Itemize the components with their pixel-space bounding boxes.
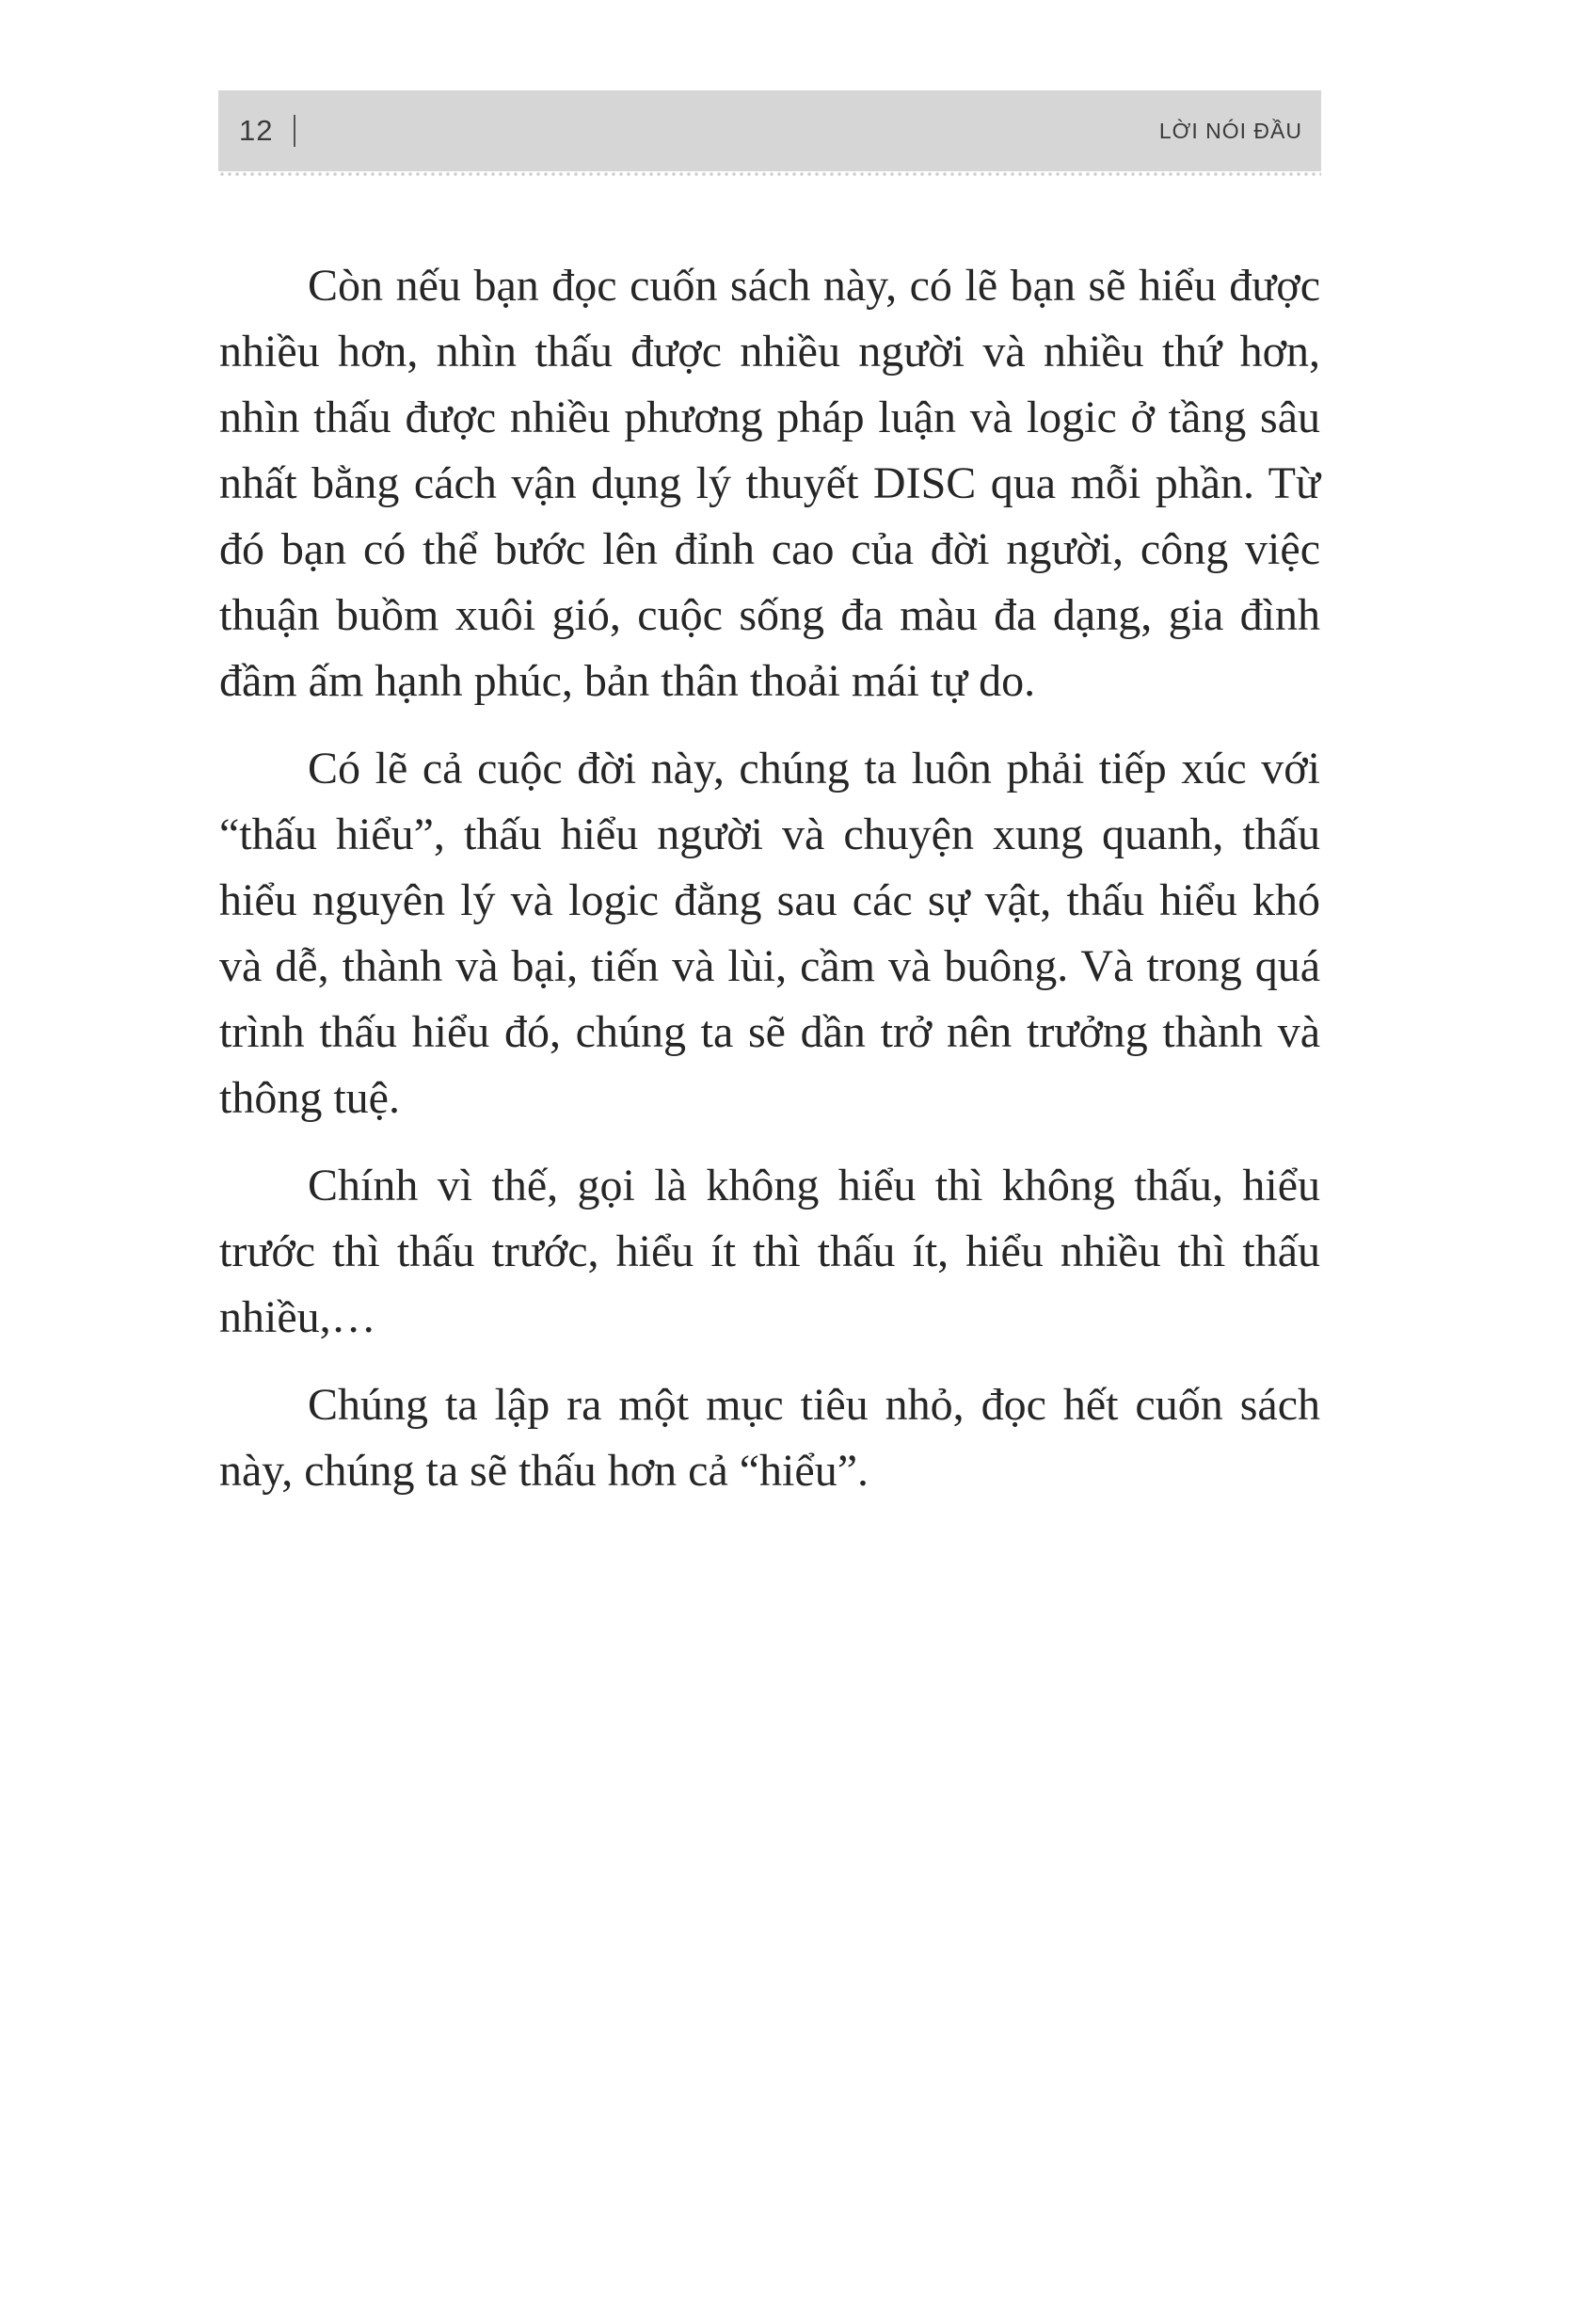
- paragraph-3: Chính vì thế, gọi là không hiểu thì không thấu, hiểu trước thì thấu trước, hiểu ít thì thấu ít, hiểu nhiều thì thấu nhiều,…: [219, 1161, 1320, 1342]
- page-number: 12: [239, 114, 274, 147]
- body-text: [219, 253, 1320, 1526]
- paragraph-2: Có lẽ cả cuộc đời này, chúng ta luôn phải tiếp xúc với “thấu hiểu”, thấu hiểu người và chuyện xung quanh, thấu hiểu nguyên lý và logic đằng sau các sự vật, thấu hiểu khó và dễ, thành và bại, tiến và lùi, cầm và buông. Và trong quá trình thấu hiểu đó, chúng ta sẽ dần trở nên trưởng thành và thông tuệ.: [219, 744, 1320, 1123]
- paragraph-1: Còn nếu bạn đọc cuốn sách này, có lẽ bạn sẽ hiểu được nhiều hơn, nhìn thấu được nhiều người và nhiều thứ hơn, nhìn thấu được nhiều phương pháp luận và logic ở tầng sâu nhất bằng cách vận dụng lý thuyết DISC qua mỗi phần. Từ đó bạn có thể bước lên đỉnh cao của đời người, công việc thuận buồm xuôi gió, cuộc sống đa màu đa dạng, gia đình đầm ấm hạnh phúc, bản thân thoải mái tự do.: [219, 261, 1320, 706]
- header-divider: [294, 115, 295, 147]
- running-head: LỜI NÓI ĐẦU: [1158, 119, 1302, 143]
- page-header: [218, 90, 1321, 171]
- paragraph-4: Chúng ta lập ra một mục tiêu nhỏ, đọc hết cuốn sách này, chúng ta sẽ thấu hơn cả “hiểu”.: [219, 1380, 1320, 1496]
